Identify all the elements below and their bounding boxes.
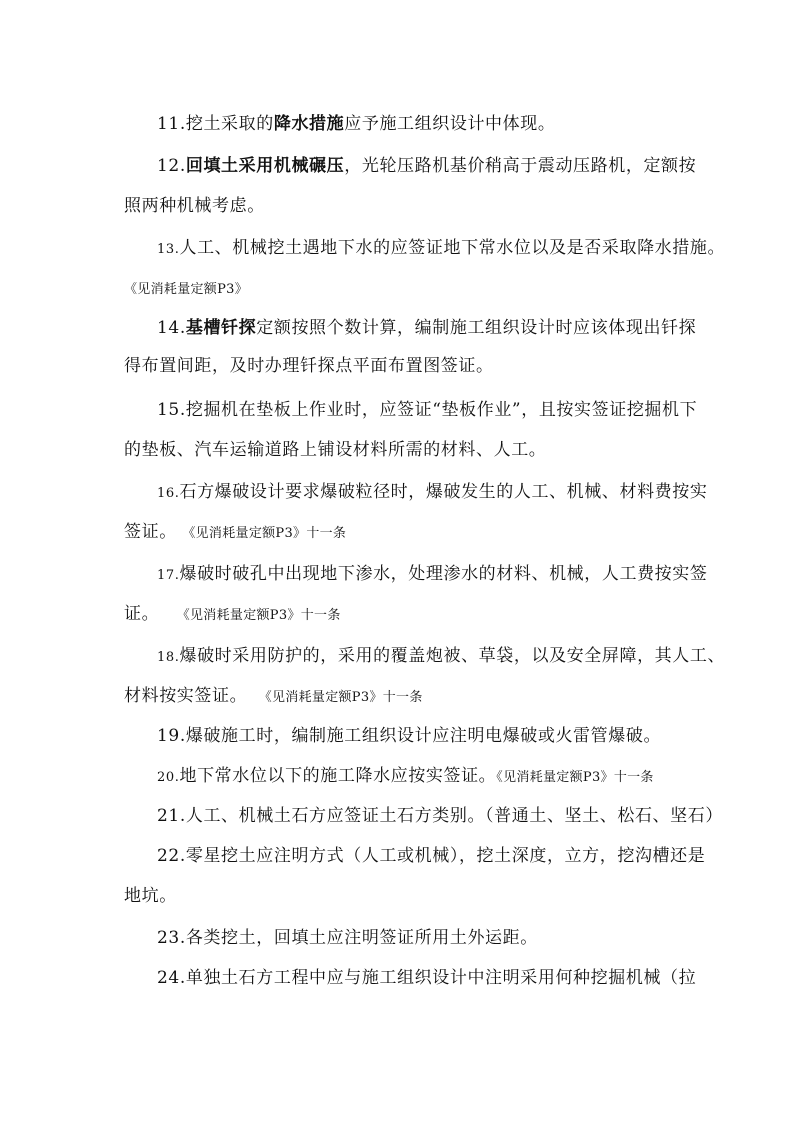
item-13-reference: 《见消耗量定额P3》: [124, 282, 249, 297]
item-text: 爆破施工时，编制施工组织设计应注明电爆破或火雷管爆破。: [185, 726, 662, 746]
item-14-continuation: 得布置间距，及时办理钎探点平面布置图签证。: [124, 356, 494, 376]
item-text: 单独土石方工程中应与施工组织设计中注明采用何种挖掘机械（拉: [185, 968, 697, 988]
item-number: 24.: [157, 968, 186, 988]
item-number: 19.: [157, 726, 186, 746]
item-11: [157, 114, 555, 134]
item-text: 零星挖土应注明方式（人工或机械），挖土深度，立方，挖沟槽还是: [185, 846, 706, 866]
item-text: 各类挖土，回填土应注明签证所用土外运距。: [185, 928, 538, 948]
item-text: 爆破时采用防护的，采用的覆盖炮被、草袋，以及安全屏障，其人工、: [179, 646, 726, 666]
item-text: 定额按照个数计算，编制施工组织设计时应该体现出钎探: [256, 318, 697, 338]
item-number: 21.: [157, 806, 186, 826]
item-number: 11.: [157, 114, 186, 134]
item-12: [157, 156, 696, 176]
item-reference: 《见消耗量定额P3》十一条: [496, 770, 654, 785]
item-15: [157, 400, 697, 420]
item-text: 证。: [124, 604, 160, 624]
item-21: [157, 806, 723, 826]
item-bold-text: 回填土采用机械碾压: [185, 156, 345, 176]
item-15-continuation: 的垫板、汽车运输道路上铺设材料所需的材料、人工。: [124, 440, 547, 460]
item-14: [157, 318, 696, 338]
item-18-continuation: [124, 686, 423, 708]
item-number: 16.: [157, 486, 180, 501]
item-text: 地下常水位以下的施工降水应按实签证。: [179, 766, 497, 786]
item-number: 15.: [157, 400, 186, 420]
item-text: 应予施工组织设计中体现。: [344, 114, 556, 134]
item-text: 爆破时破孔中出现地下渗水，处理渗水的材料、机械，人工费按实签: [179, 564, 708, 584]
item-text: 挖掘机在垫板上作业时，应签证“垫板作业”，且按实签证挖掘机下: [185, 400, 698, 420]
item-16-continuation: [124, 522, 346, 544]
item-17: [157, 564, 707, 586]
item-reference: 《见消耗量定额P3》十一条: [188, 526, 347, 541]
item-12-continuation: 照两种机械考虑。: [124, 196, 265, 216]
item-text: 石方爆破设计要求爆破粒径时，爆破发生的人工、机械、材料费按实: [179, 482, 708, 502]
item-number: 23.: [157, 928, 186, 948]
item-number: 12.: [157, 156, 186, 176]
item-number: 20.: [157, 770, 180, 785]
item-text: 人工、机械土石方应签证土石方类别。（普通土、坚土、松石、坚石）: [185, 806, 723, 826]
item-17-continuation: [124, 604, 341, 626]
item-number: 17.: [157, 568, 180, 583]
item-text: 材料按实签证。: [124, 686, 248, 706]
item-number: 22.: [157, 846, 186, 866]
item-text: 挖土采取的: [185, 114, 274, 134]
item-text: 人工、机械挖土遇地下水的应签证地下常水位以及是否采取降水措施。: [179, 238, 726, 258]
item-22-continuation: 地坑。: [124, 886, 177, 906]
item-text: ，光轮压路机基价稍高于震动压路机，定额按: [344, 156, 697, 176]
item-22: [157, 846, 705, 866]
item-23: [157, 928, 538, 948]
item-20: [157, 766, 654, 788]
item-reference: 《见消耗量定额P3》十一条: [183, 608, 341, 623]
item-number: 13.: [157, 242, 180, 257]
item-number: 14.: [157, 318, 186, 338]
item-19: [157, 726, 661, 746]
item-bold-text: 基槽钎探: [185, 318, 257, 338]
item-reference: 《见消耗量定额P3》十一条: [265, 690, 423, 705]
item-text: 签证。: [124, 522, 177, 542]
item-18: [157, 646, 725, 668]
item-24: [157, 968, 696, 988]
item-13: [157, 238, 725, 260]
item-16: [157, 482, 707, 504]
item-bold-text: 降水措施: [273, 114, 345, 134]
item-number: 18.: [157, 650, 180, 665]
